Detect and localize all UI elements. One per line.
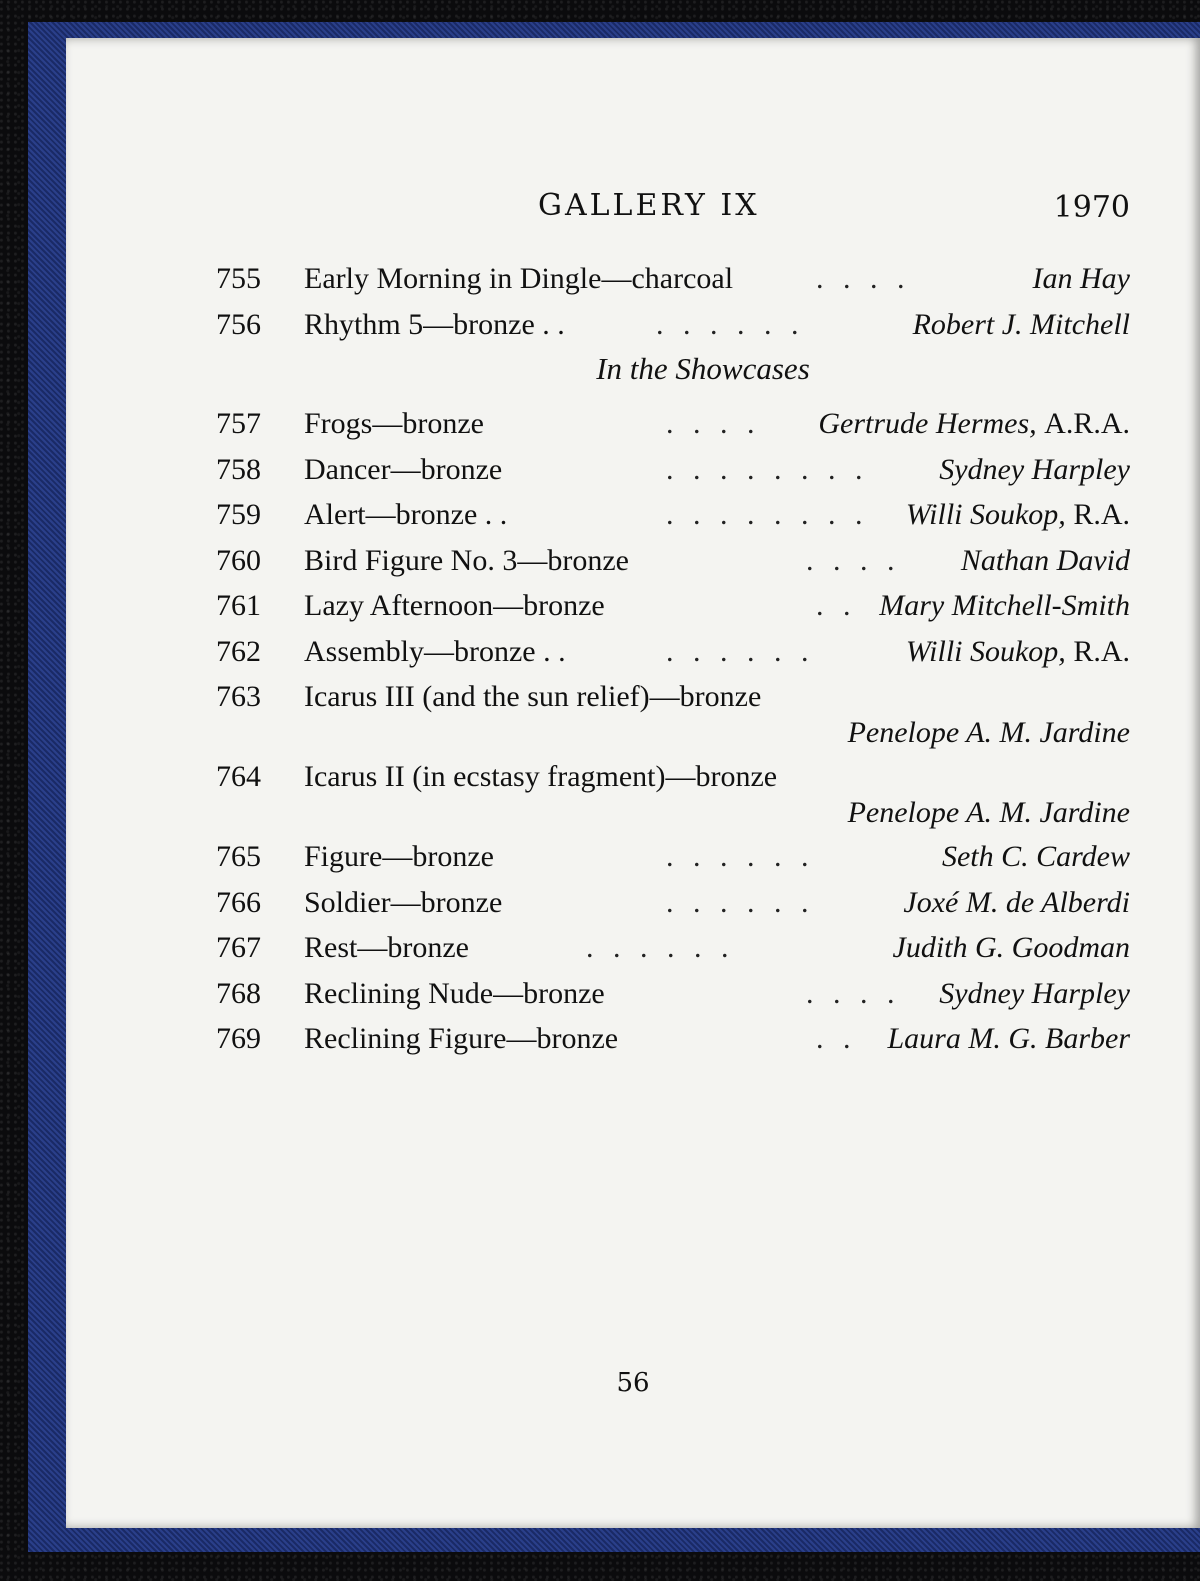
list-item xyxy=(216,629,1130,675)
artist-name: Sydney Harpley xyxy=(939,452,1130,486)
entry-artist xyxy=(812,401,1130,447)
list-item xyxy=(216,834,1130,880)
list-item xyxy=(216,971,1130,1017)
entry-artist xyxy=(842,790,1130,836)
list-item xyxy=(216,880,1130,926)
entry-number: 766 xyxy=(216,885,261,919)
entry-artist xyxy=(842,710,1130,756)
list-item xyxy=(216,674,1130,754)
artist-name: Joxé M. de Alberdi xyxy=(903,885,1130,919)
entry-title: Bird Figure No. 3—bronze xyxy=(304,543,629,577)
leader-dots: . . . . . . . . xyxy=(666,452,869,486)
entry-artist xyxy=(933,971,1130,1017)
leader-dots: . . . . . . xyxy=(666,634,815,668)
list-item xyxy=(216,447,1130,493)
entry-title: Rhythm 5—bronze . . xyxy=(304,307,565,341)
list-item xyxy=(216,538,1130,584)
leader-dots: . . . . . . xyxy=(586,931,735,964)
artist-name: Sydney Harpley xyxy=(939,976,1130,1010)
artist-name: Gertrude Hermes, xyxy=(818,407,1037,440)
entry-number: 757 xyxy=(216,407,261,440)
artist-name: Nathan David xyxy=(960,543,1130,577)
leader-dots: . . xyxy=(816,1022,857,1055)
entry-title: Icarus II (in ecstasy fragment)—bronze xyxy=(304,760,778,793)
artist-name: Mary Mitchell-Smith xyxy=(879,589,1130,622)
entry-artist xyxy=(900,629,1130,675)
section-heading: In the Showcases xyxy=(596,351,810,386)
entry-artist xyxy=(1027,256,1130,302)
entry-number: 761 xyxy=(216,589,261,622)
entry-title: Dancer—bronze xyxy=(304,452,503,486)
entry-title: Reclining Figure—bronze xyxy=(304,1022,619,1055)
leader-dots: . . xyxy=(816,589,857,622)
artist-name: Judith G. Goodman xyxy=(892,931,1130,964)
entry-artist xyxy=(933,447,1130,493)
artist-name: Seth C. Cardew xyxy=(941,840,1130,873)
entry-number: 764 xyxy=(216,760,261,793)
artist-name: Willi Soukop, xyxy=(905,498,1066,531)
entry-title: Soldier—bronze xyxy=(304,885,503,919)
entry-title: Alert—bronze . . xyxy=(304,498,508,531)
entry-number: 769 xyxy=(216,1022,261,1055)
list-item xyxy=(216,583,1130,629)
list-item xyxy=(216,256,1130,302)
artist-name: Willi Soukop, xyxy=(905,634,1066,668)
leader-dots: . . . . . . xyxy=(656,307,805,341)
leader-dots: . . . . . . xyxy=(666,885,815,919)
entry-title: Figure—bronze xyxy=(304,840,494,873)
leader-dots: . . . . xyxy=(806,543,901,577)
entry-artist xyxy=(897,880,1130,926)
entry-number: 756 xyxy=(216,307,261,341)
entry-artist xyxy=(881,1016,1130,1062)
entry-number: 758 xyxy=(216,452,261,486)
page-number: 56 xyxy=(616,1368,650,1398)
entry-artist xyxy=(955,538,1130,584)
entry-title: Icarus III (and the sun relief)—bronze xyxy=(304,680,762,713)
entry-number: 760 xyxy=(216,543,261,577)
entry-artist xyxy=(900,492,1130,538)
entry-title: Rest—bronze xyxy=(304,931,469,964)
page-header xyxy=(66,188,1200,228)
catalogue-page xyxy=(66,38,1200,1528)
artist-name: Robert J. Mitchell xyxy=(912,307,1130,341)
artist-name: Ian Hay xyxy=(1032,262,1130,295)
list-item xyxy=(216,754,1130,834)
leader-dots: . . . . xyxy=(806,976,901,1010)
entry-title: Frogs—bronze xyxy=(304,407,484,440)
list-item xyxy=(216,1016,1130,1062)
leader-dots: . . . . . . xyxy=(666,840,815,873)
entry-number: 762 xyxy=(216,634,261,668)
entry-number: 768 xyxy=(216,976,261,1010)
entry-title: Reclining Nude—bronze xyxy=(304,976,605,1010)
leader-dots: . . . . xyxy=(816,262,911,295)
entry-number: 767 xyxy=(216,931,261,964)
artist-name: Penelope A. M. Jardine xyxy=(847,796,1130,829)
list-item xyxy=(216,401,1130,447)
entry-artist xyxy=(907,302,1130,348)
entry-number: 755 xyxy=(216,262,261,295)
leader-dots: . . . . xyxy=(666,407,761,440)
entry-title: Early Morning in Dingle—charcoal xyxy=(304,262,734,295)
catalogue-year: 1970 xyxy=(1053,190,1130,225)
list-item xyxy=(216,925,1130,971)
entry-list xyxy=(216,256,1130,1062)
entry-artist xyxy=(936,834,1130,880)
entry-title: Lazy Afternoon—bronze xyxy=(304,589,605,622)
leader-dots: . . . . . . . . xyxy=(666,498,869,531)
list-item xyxy=(216,492,1130,538)
entry-artist xyxy=(887,925,1130,971)
entry-number: 763 xyxy=(216,680,261,713)
artist-name: Laura M. G. Barber xyxy=(887,1022,1130,1055)
entry-number: 765 xyxy=(216,840,261,873)
entry-title: Assembly—bronze . . xyxy=(304,634,566,668)
gallery-title: GALLERY IX xyxy=(538,188,760,223)
entry-artist xyxy=(873,583,1130,629)
list-item xyxy=(216,302,1130,348)
artist-honor: R.A. xyxy=(1073,634,1130,668)
artist-honor: R.A. xyxy=(1073,498,1130,531)
entry-number: 759 xyxy=(216,498,261,531)
artist-honor: A.R.A. xyxy=(1044,407,1130,440)
artist-name: Penelope A. M. Jardine xyxy=(847,716,1130,749)
